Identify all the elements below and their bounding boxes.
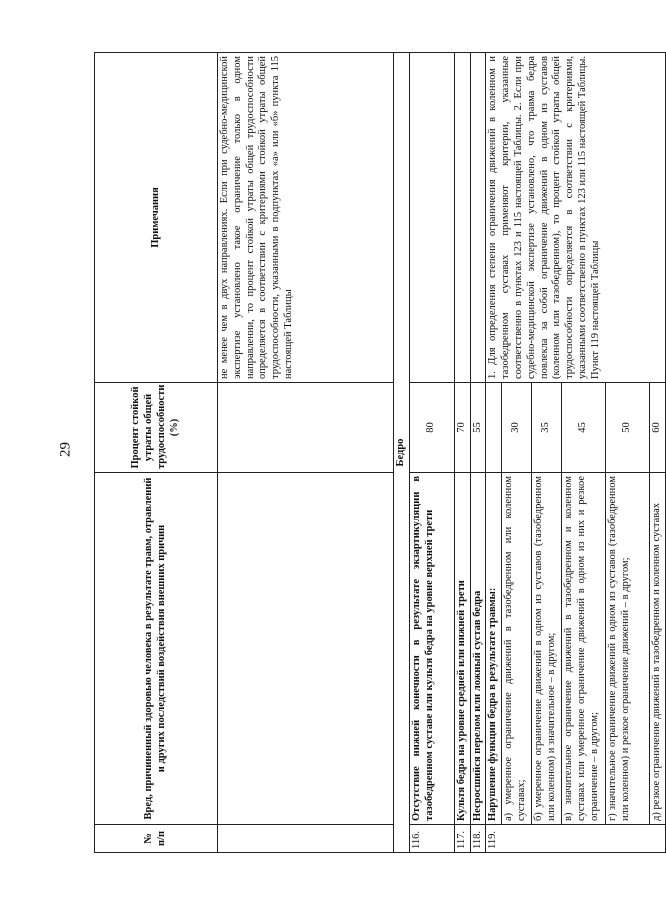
page-number: 29 [57,442,74,457]
injury-table [94,52,666,853]
rotated-page-content [94,53,663,853]
row-text: а) умеренное ограничение движений в тазобедренном или коленном суставах; [502,473,532,825]
continuation-row [218,53,394,853]
row-percent: 80 [409,383,454,473]
row-text: Несросшийся перелом или ложный сустав бедра [470,473,486,825]
table-row [486,53,502,853]
row-text: б) умеренное ограничение движений в одном из суставов (тазобедренном или коленном) и значительное – в другом; [532,473,562,825]
row-number: 116. [409,825,454,853]
section-title: Бедро [394,53,410,853]
table-row [454,53,470,853]
row-text: в) значительное ограничение движений в тазобедренном и коленном суставах или умеренное ограничение движений в одном из них и резкое ограничение – в другом; [562,473,606,825]
table-row [470,53,486,853]
row-number: 117. [454,825,470,853]
row-text: д) резкое ограничение движений в тазобедренном и коленном суставах [650,473,666,825]
header-percent: Процент стойкой утраты общей трудоспособности (%) [95,383,218,473]
row-number: 118. [470,825,486,853]
section-row [394,53,410,853]
row-text: Нарушение функции бедра в результате травмы: [486,473,502,825]
table-header-row [95,53,218,853]
header-harm: Вред, причиненный здоровью человека в результате травм, отравлений и других последствий воздействия внешних причин [95,473,218,825]
row-percent: 70 [454,383,470,473]
note-119: 1. Для определения степени ограничения движений в коленном и тазобедренном суставах применяют критерии, указанные соответственно в пунктах 123 и 115 настоящей Таблицы. 2. Если при судебно-медицинской экспертизе установлено, что травма бедра повлекла за собой ограничение движений в одном из суставов (коленном или тазобедренном), то процент стойкой утраты общей трудоспособности определяется в соответствии с критериями, указанными соответственно в пунктах 123 или 115 настоящей Таблицы. Пункт 119 настоящей Таблицы [486,53,666,383]
table-row [409,53,454,853]
header-num: № п/п [95,825,218,853]
row-percent: 30 [502,383,532,473]
row-percent: 55 [470,383,486,473]
row-percent: 50 [606,383,650,473]
row-percent: 45 [562,383,606,473]
row-percent: 35 [532,383,562,473]
row-number: 119. [486,825,666,853]
header-notes: Примечания [95,53,218,383]
continuation-note: не менее чем в двух направлениях. Если при судебно-медицинской экспертизе установлено такое ограничение только в одном направлении, то процент стойкой утраты общей трудоспособности определяется в соответствии с критериями стойкой утраты общей трудоспособности, указанными в подпунктах «а» или «б» пункта 115 настоящей Таблицы [218,53,394,383]
row-percent: 60 [650,383,666,473]
row-text: г) значительное ограничение движений в одном из суставов (тазобедренном или коленном) и резкое ограничение движений – в другом; [606,473,650,825]
row-text: Отсутствие нижней конечности в результате экзартикуляции в тазобедренном суставе или культя бедра на уровне верхней трети [409,473,454,825]
row-text: Культя бедра на уровне средней или нижней трети [454,473,470,825]
